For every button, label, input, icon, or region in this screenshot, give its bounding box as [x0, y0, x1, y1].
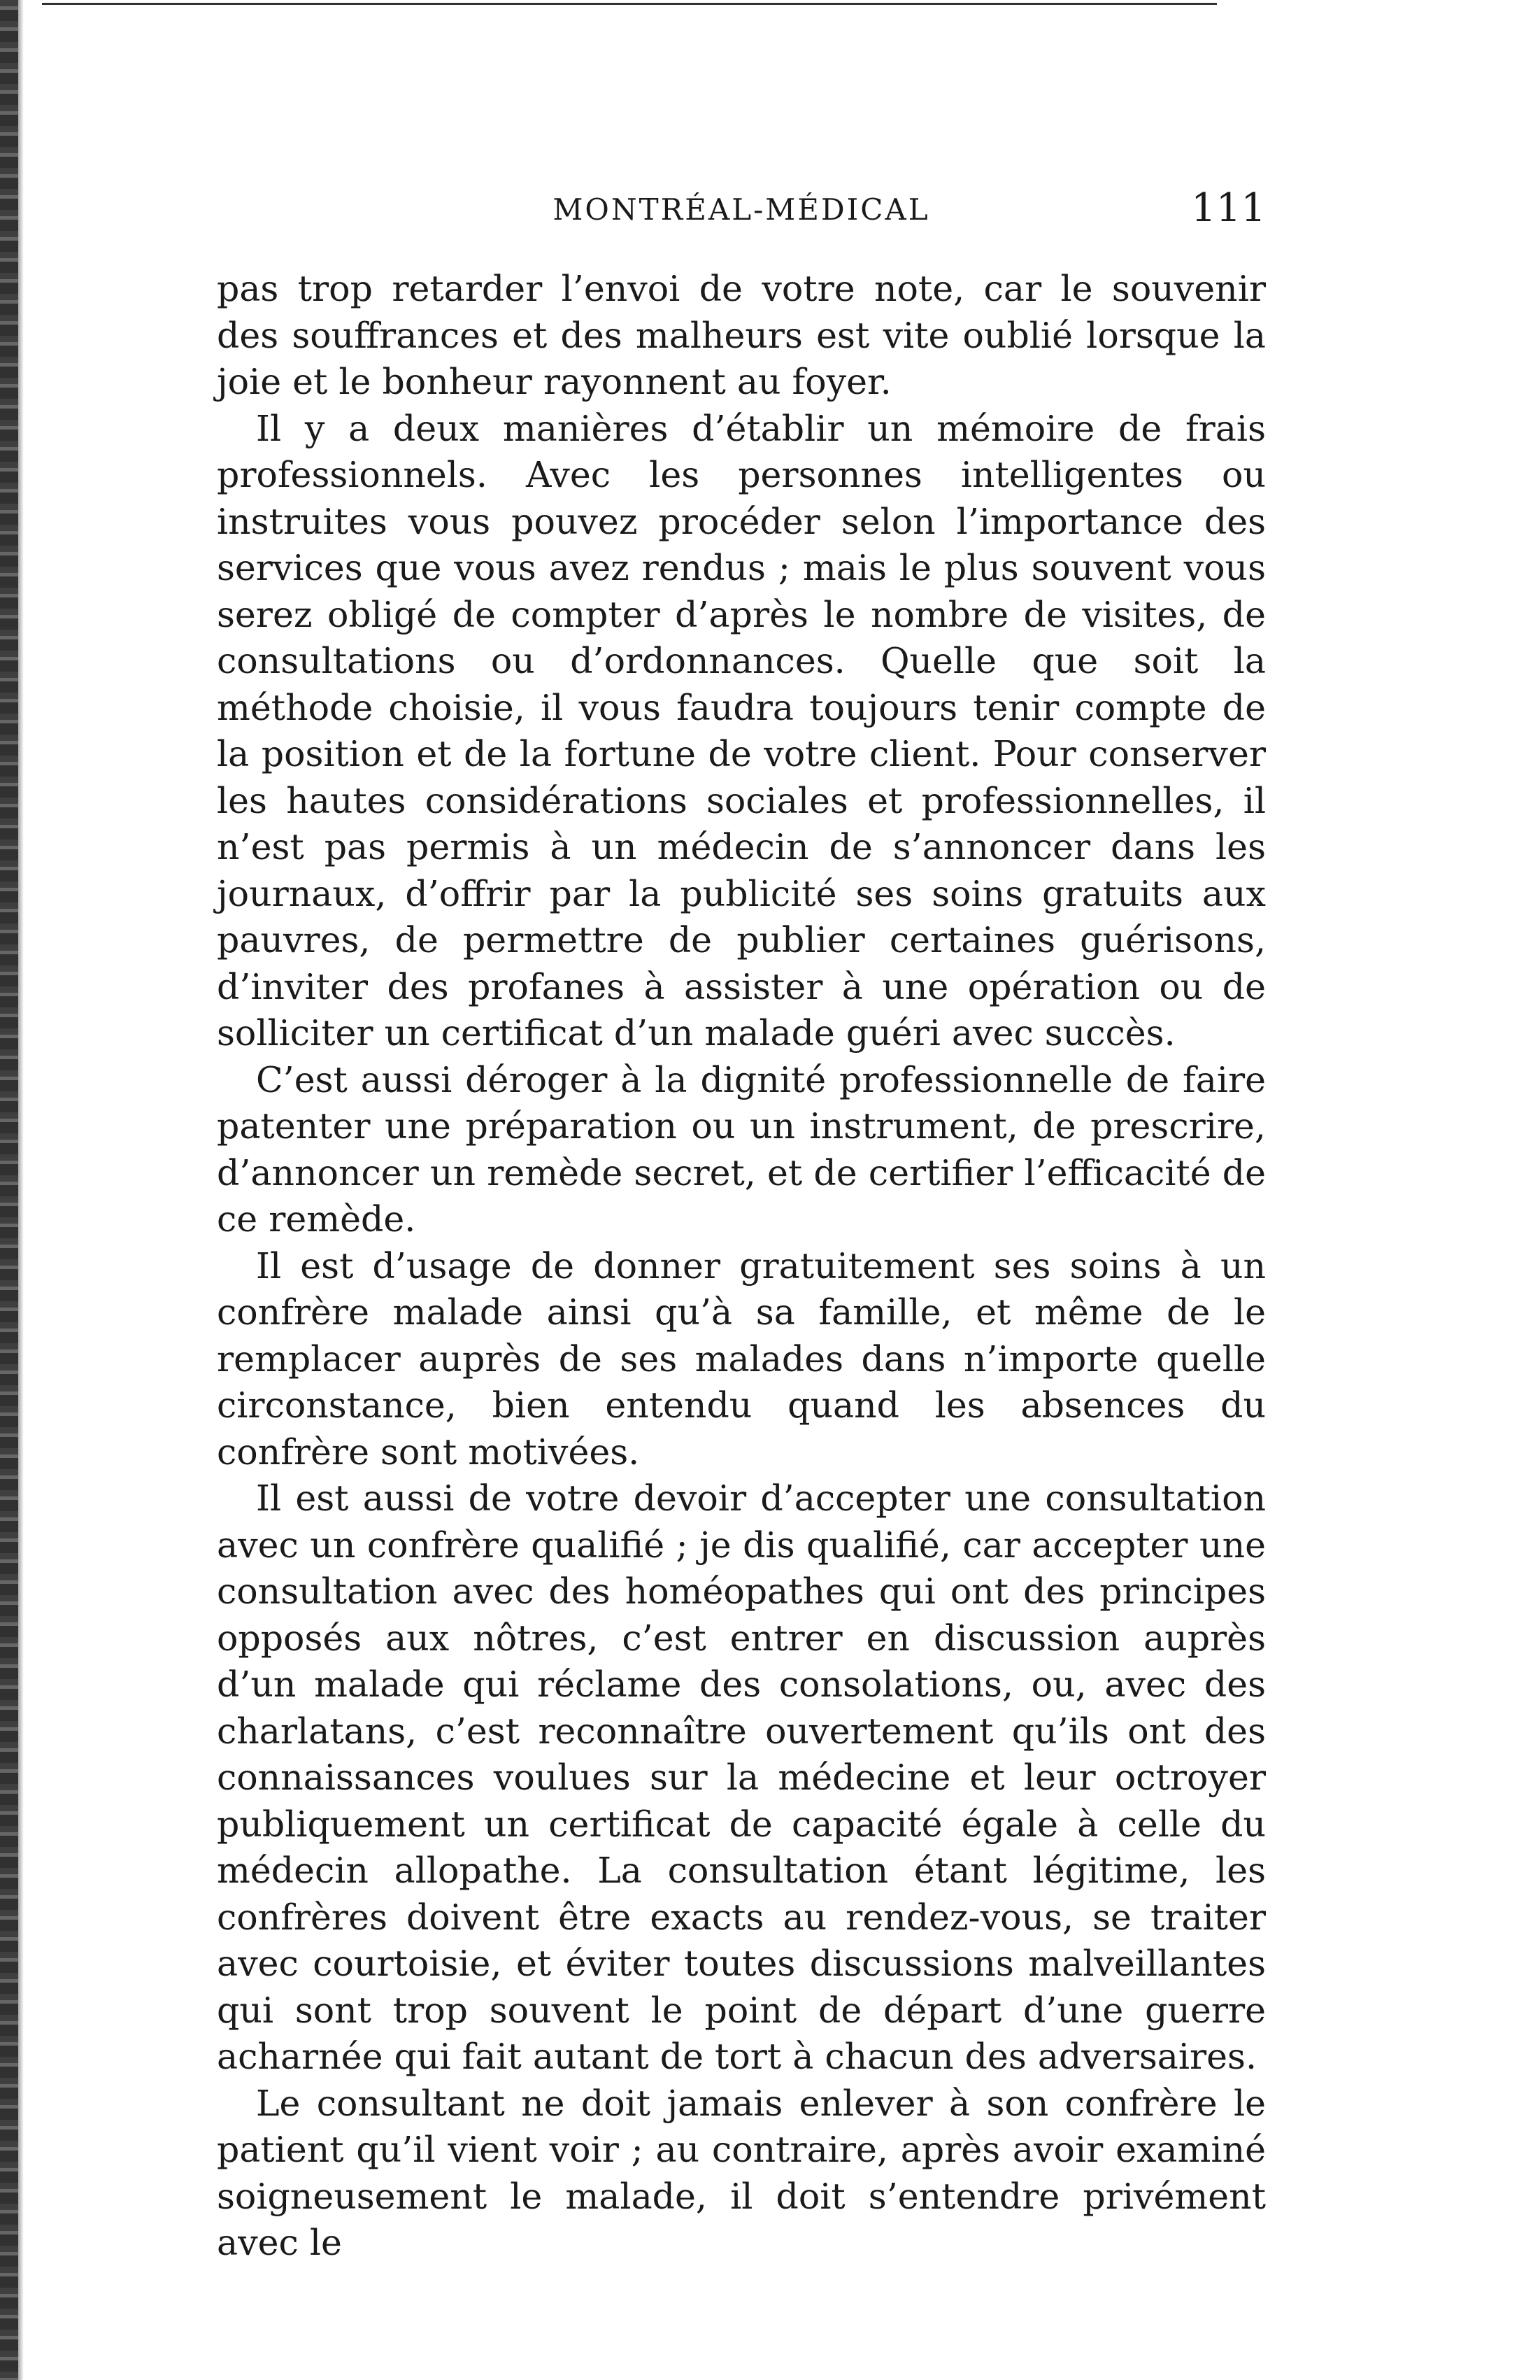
- page-header: [217, 185, 1266, 241]
- body-text: [217, 266, 1266, 2267]
- paragraph: Il y a deux manières d’établir un mémoire de frais professionnels. Avec les personnes intelligentes ou instruites vous pouvez procéder selon l’importance des services que vous avez rendus ; mais le plus souvent vous serez obligé de compter d’après le nombre de visites, de consultations ou d’ordonnances. Quelle que soit la méthode choisie, il vous faudra toujours tenir compte de la position et de la fortune de votre client. Pour conserver les hautes considérations sociales et professionnelles, il n’est pas permis à un médecin de s’annoncer dans les journaux, d’offrir par la publicité ses soins gratuits aux pauvres, de permettre de publier certaines guérisons, d’inviter des profanes à assister à une opération ou de solliciter un certificat d’un malade guéri avec succès.: [217, 407, 1266, 1054]
- page-number: 111: [1191, 185, 1266, 231]
- binding-shadow: [18, 0, 24, 2380]
- paragraph: Il est aussi de votre devoir d’accepter une consultation avec un confrère qualifié ; je dis qualifié, car accepter une consultation avec des homéopathes qui ont des principes opposés aux nôtres, c’est entrer en discussion auprès d’un malade qui réclame des consolations, ou, avec des charlatans, c’est reconnaître ouvertement qu’ils ont des connaissances voulues sur la médecine et leur octroyer publiquement un certificat de capacité égale à celle du médecin allopathe. La consultation étant légitime, les confrères doivent être exacts au rendez-vous, se traiter avec courtoisie, et éviter toutes discussions malveillantes qui sont trop souvent le point de départ d’une guerre acharnée qui fait autant de tort à chacun des adversaires.: [217, 1478, 1266, 2077]
- binding-edge: [0, 0, 18, 2380]
- paragraph: C’est aussi déroger à la dignité professionnelle de faire patenter une préparation ou un instrument, de prescrire, d’annoncer un remède secret, et de certifier l’efficacité de ce remède.: [217, 1058, 1266, 1240]
- running-title: MONTRÉAL-MÉDICAL: [552, 192, 930, 227]
- paragraph: Le consultant ne doit jamais enlever à son confrère le patient qu’il vient voir ; au contraire, après avoir examiné soigneusement le malade, il doit s’entendre privément avec le: [217, 2082, 1266, 2263]
- paragraph: pas trop retarder l’envoi de votre note, car le souvenir des souffrances et des malheurs est vite oublié lorsque la joie et le bonheur rayonnent au foyer.: [217, 268, 1266, 402]
- paragraph: Il est d’usage de donner gratuitement ses soins à un confrère malade ainsi qu’à sa famille, et même de le remplacer auprès de ses malades dans n’importe quelle circonstance, bien entendu quand les absences du confrère sont motivées.: [217, 1245, 1266, 1473]
- top-rule: [42, 3, 1217, 5]
